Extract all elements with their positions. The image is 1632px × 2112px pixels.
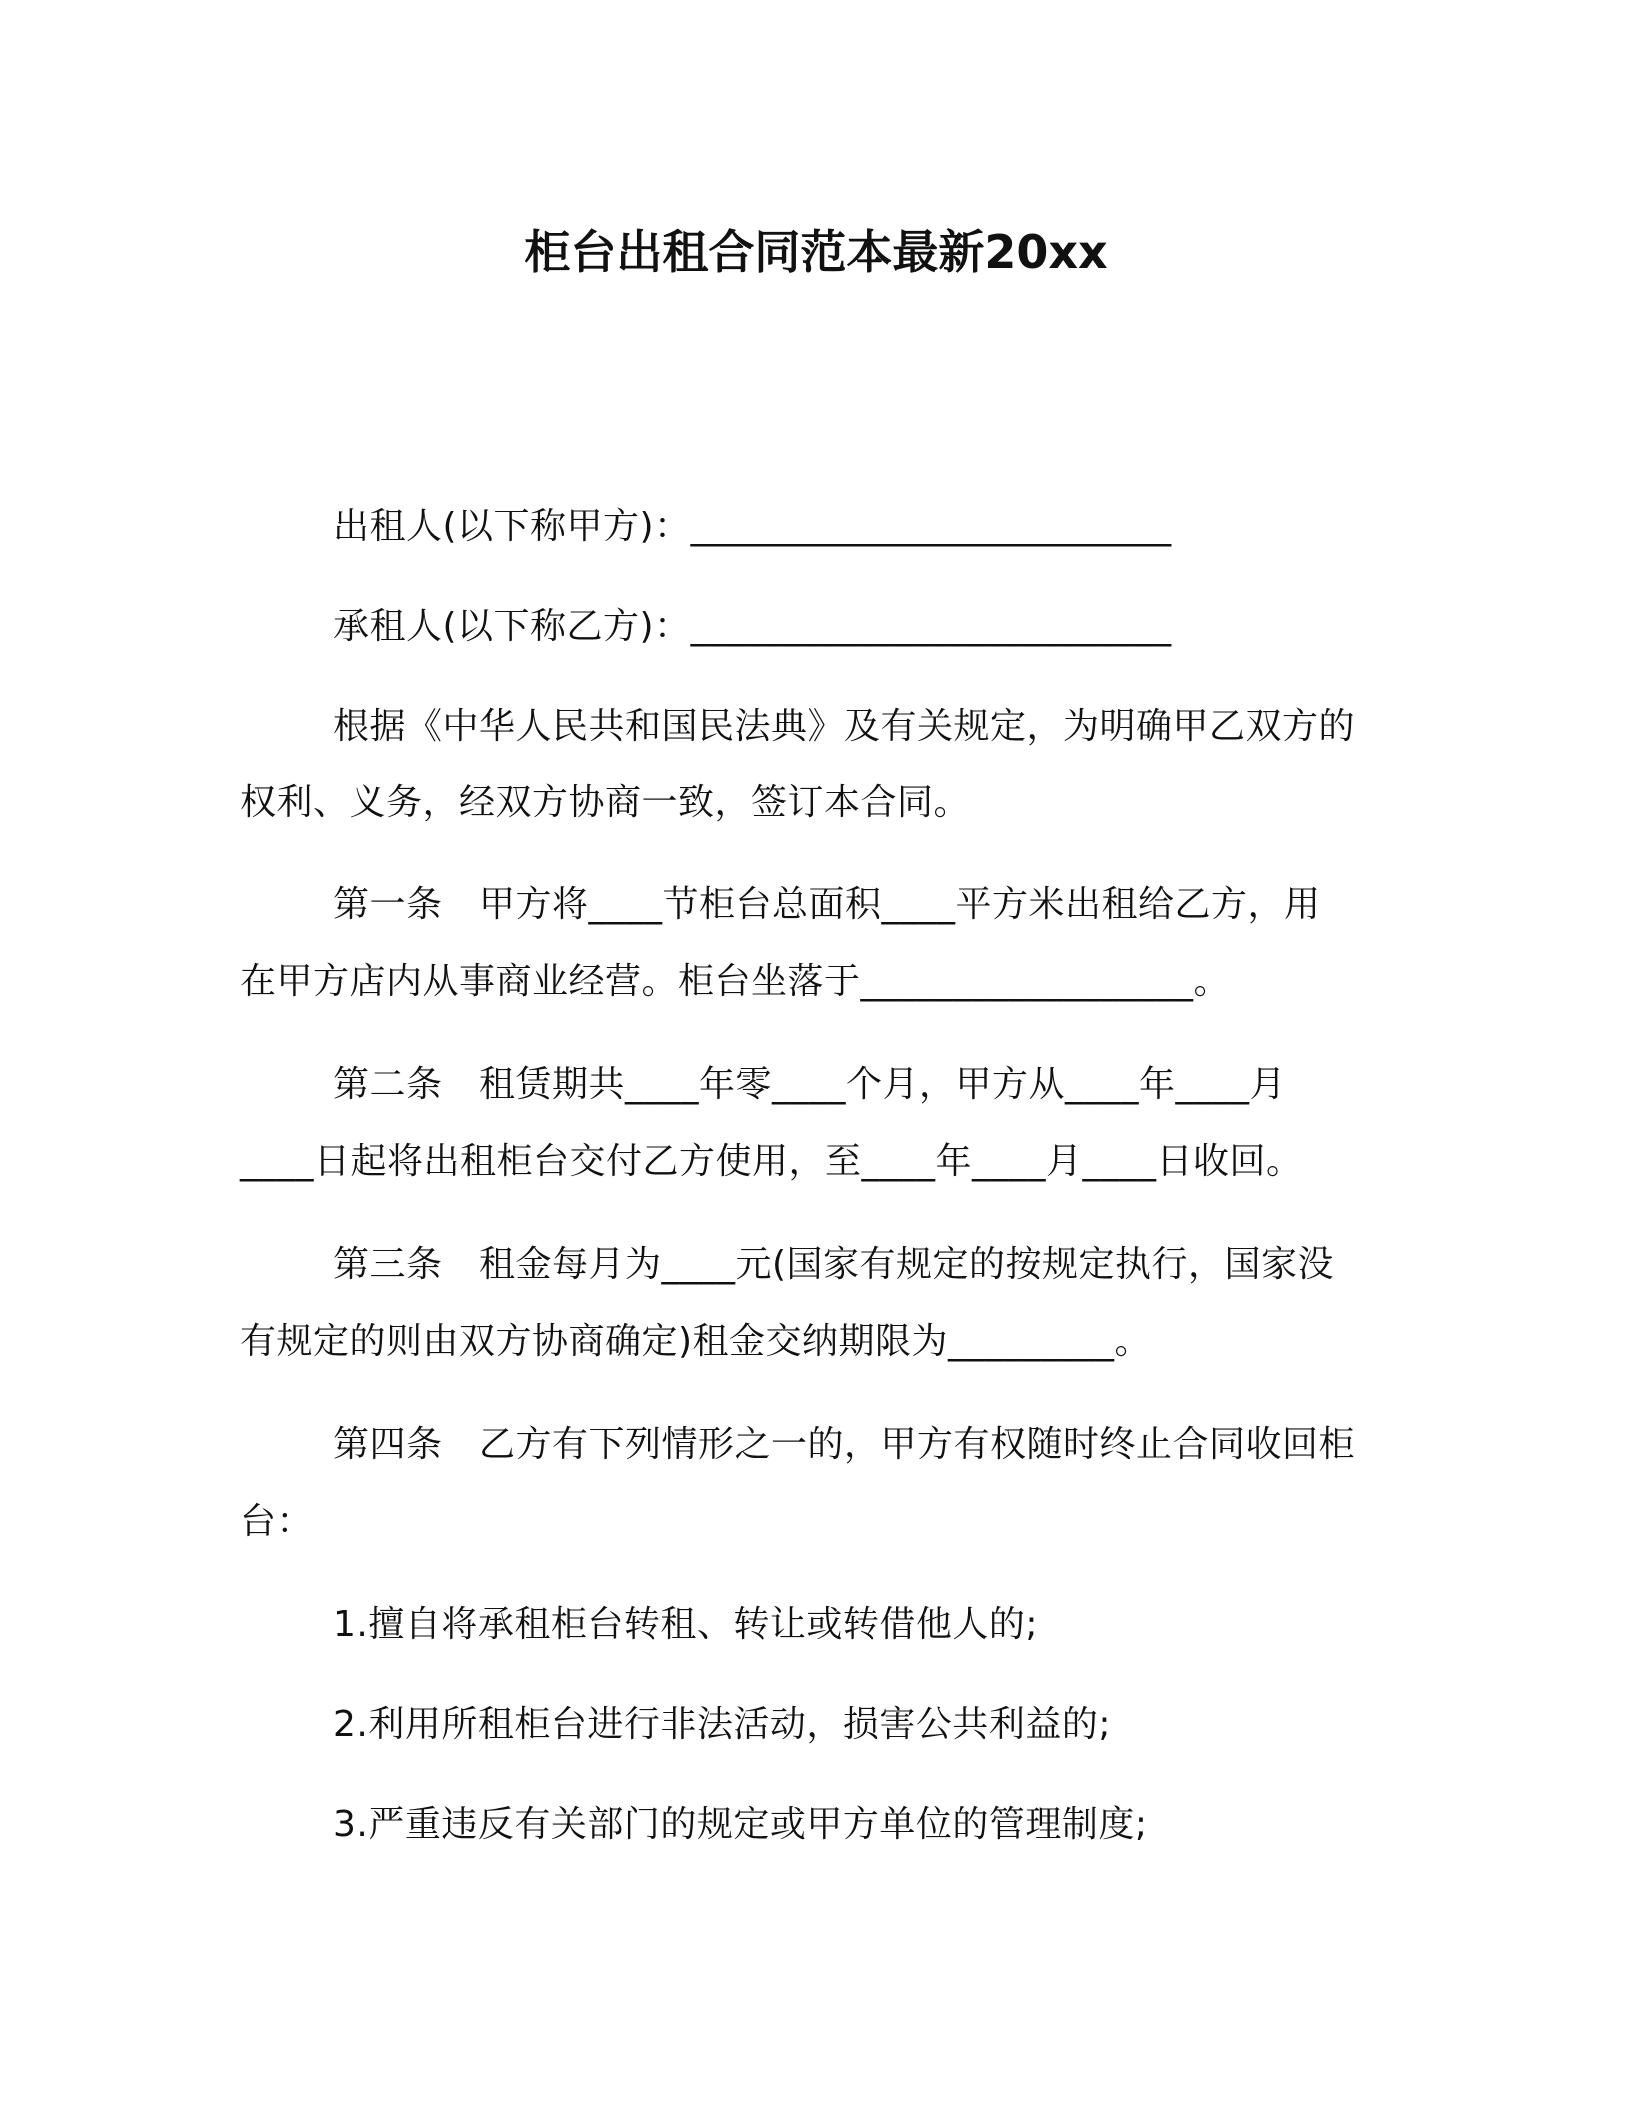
list-item-2: 2.利用所租柜台进行非法活动，损害公共利益的;	[333, 1704, 1111, 1745]
article-1-line-2: 在甲方店内从事商业经营。柜台坐落于__________________。	[240, 961, 1231, 1002]
article-2-line-1: 第二条 租赁期共____年零____个月，甲方从____年____月	[333, 1064, 1287, 1105]
list-item-3: 3.严重违反有关部门的规定或甲方单位的管理制度;	[333, 1804, 1148, 1845]
article-2-line-2: ____日起将出租柜台交付乙方使用，至____年____月____日收回。	[240, 1141, 1303, 1182]
preamble-line-1: 根据《中华人民共和国民法典》及有关规定，为明确甲乙双方的	[333, 706, 1356, 747]
article-1-line-1: 第一条 甲方将____节柜台总面积____平方米出租给乙方，用	[333, 884, 1321, 925]
article-4-line-2: 台：	[240, 1501, 314, 1542]
list-item-1: 1.擅自将承租柜台转租、转让或转借他人的;	[333, 1604, 1038, 1645]
lessor-line: 出租人(以下称甲方)：__________________________	[333, 506, 1172, 547]
preamble-line-2: 权利、义务，经双方协商一致，签订本合同。	[240, 782, 971, 823]
document-title: 柜台出租合同范本最新20xx	[524, 225, 1108, 279]
lessee-line: 承租人(以下称乙方)：__________________________	[333, 606, 1172, 647]
article-3-line-1: 第三条 租金每月为____元(国家有规定的按规定执行，国家没	[333, 1244, 1335, 1285]
article-3-line-2: 有规定的则由双方协商确定)租金交纳期限为_________。	[240, 1321, 1152, 1362]
article-4-line-1: 第四条 乙方有下列情形之一的，甲方有权随时终止合同收回柜	[333, 1424, 1356, 1465]
